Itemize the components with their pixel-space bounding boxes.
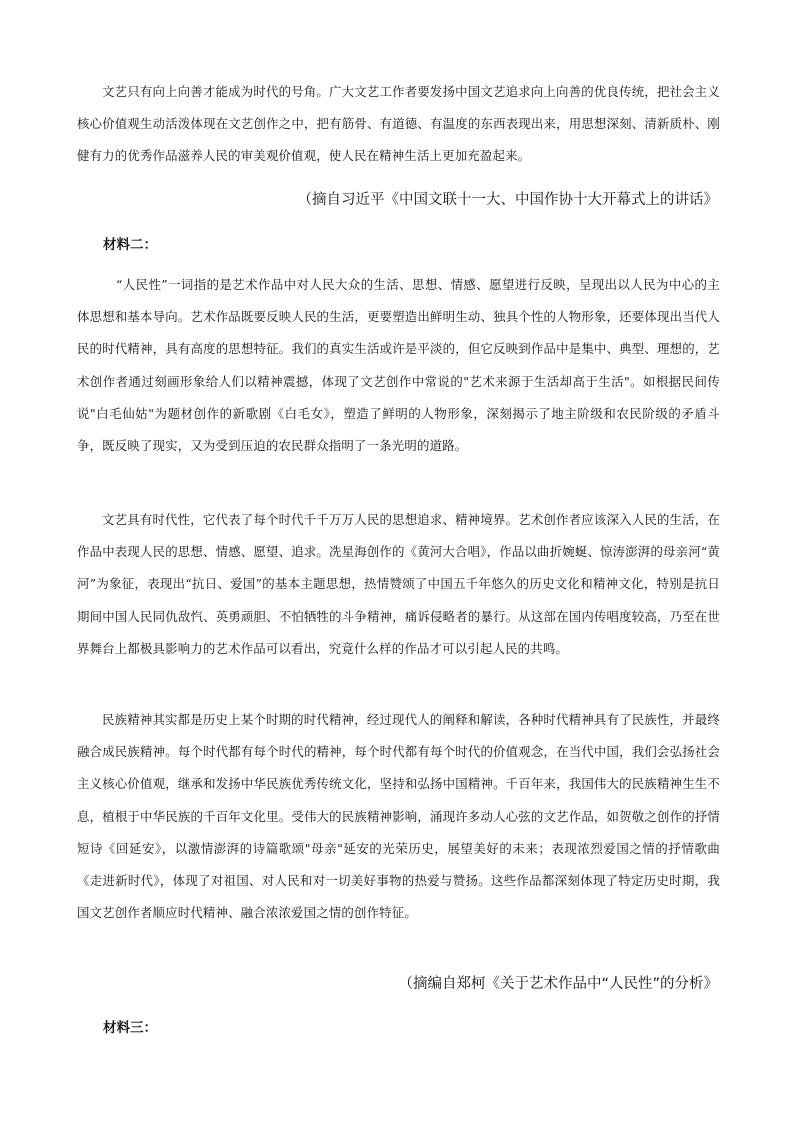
material2-source-citation: （摘编自郑柯《关于艺术作品中“人民性”的分析》 xyxy=(398,976,718,992)
material2-heading: 材料二： xyxy=(103,237,157,253)
material1-paragraph: 文艺只有向上向善才能成为时代的号角。广大文艺工作者要发扬中国文艺追求向上向善的优良传统，把社会主义核心价值观生动活泼体现在文艺创作之中，把有筋骨、有道德、有温度的东西表现出来，用思想深刻、清新质朴、刚健有力的优秀作品滋养人民的审美观价值观，使人民在精神生活上更加充盈起来。 xyxy=(77,84,720,164)
material2-paragraph-1: “人民性”一词指的是艺术作品中对人民大众的生活、思想、情感、愿望进行反映，呈现出以人民为中心的主体思想和基本导向。艺术作品既要反映人民的生活，更要塑造出鲜明生动、独具个性的人物形象，还要体现出当代人民的时代精神，具有高度的思想特征。我们的真实生活或许是平淡的，但它反映到作品中是集中、典型、理想的，艺术创作者通过刻画形象给人们以精神震撼，体现了文艺创作中常说的"艺术来源于生活却高于生活"。如根据民间传说"白毛仙姑"为题材创作的新歌剧《白毛女》，塑造了鲜明的人物形象，深刻揭示了地主阶级和农民阶级的矛盾斗争，既反映了现实，又为受到压迫的农民群众指明了一条光明的道路。 xyxy=(77,277,720,454)
material2-paragraph-3: 民族精神其实都是历史上某个时期的时代精神，经过现代人的阐释和解读，各种时代精神具有了民族性，并最终融合成民族精神。每个时代都有每个时代的精神，每个时代都有每个时代的价值观念，在当代中国，我们会弘扬社会主义核心价值观，继承和发扬中华民族优秀传统文化，坚持和弘扬中国精神。千百年来，我国伟大的民族精神生生不息，植根于中华民族的千百年文化里。受伟大的民族精神影响，涌现许多动人心弦的文艺作品，如贺敬之创作的抒情短诗《回延安》，以激情澎湃的诗篇歌颂"母亲"延安的光荣历史，展望美好的未来；表现浓烈爱国之情的抒情歌曲《走进新时代》，体现了对祖国、对人民和对一切美好事物的热爱与赞扬。这些作品都深刻体现了特定历史时期，我国文艺创作者顺应时代精神、融合浓浓爱国之情的创作特征。 xyxy=(77,712,720,921)
material1-source-citation: （摘自习近平《中国文联十一大、中国作协十大开幕式上的讲话》 xyxy=(297,192,718,208)
material2-paragraph-2: 文艺具有时代性，它代表了每个时代千千万万人民的思想追求、精神境界。艺术创作者应该深入人民的生活，在作品中表现人民的思想、情感、愿望、追求。冼星海创作的《黄河大合唱》，作品以曲折婉蜒、惊涛澎湃的母亲河“黄河”为象征，表现出“抗日、爱国”的基本主题思想，热情赞颂了中国五千年悠久的历史文化和精神文化，特别是抗日期间中国人民同仇敌忾、英勇顽胆、不怕牺牲的斗争精神，痛诉侵略者的暴行。从这部在国内传唱度较高，乃至在世界舞台上都极具影响力的艺术作品可以看出，究竟什么样的作品才可以引起人民的共鸣。 xyxy=(77,512,720,656)
material3-heading: 材料三： xyxy=(103,1020,157,1036)
